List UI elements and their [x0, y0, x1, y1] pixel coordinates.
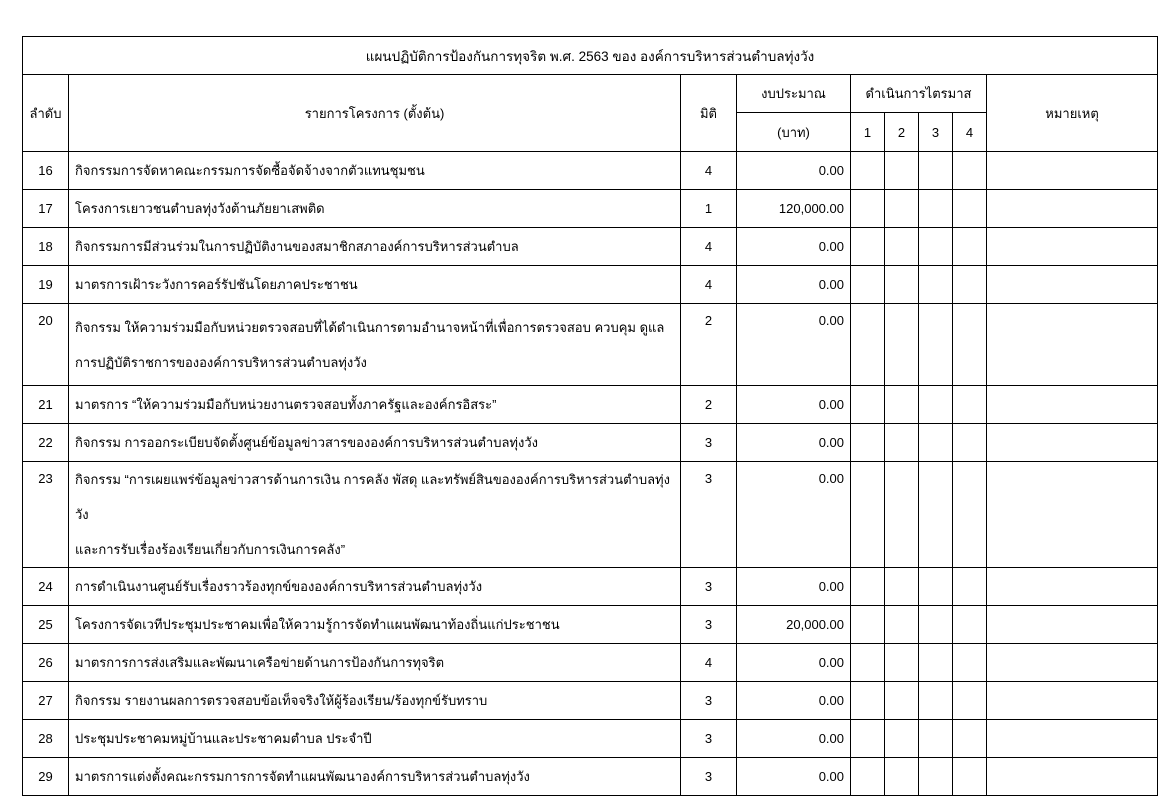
- row-quarter-3: [919, 190, 953, 228]
- table-row: [23, 228, 1158, 266]
- table-row: [23, 152, 1158, 190]
- row-quarter-4: [953, 758, 987, 796]
- row-quarter-1: [851, 190, 885, 228]
- project-name-line: กิจกรรมการจัดหาคณะกรรมการจัดซื้อจัดจ้างจากตัวแทนชุมชน: [75, 162, 425, 178]
- table-row: [23, 606, 1158, 644]
- table-row: [23, 462, 1158, 568]
- row-quarter-3: [919, 644, 953, 682]
- row-dimension: 4: [681, 644, 737, 682]
- row-quarter-4: [953, 424, 987, 462]
- row-quarter-3: [919, 606, 953, 644]
- row-project-name: [69, 568, 681, 606]
- row-quarter-4: [953, 462, 987, 568]
- row-quarter-2: [885, 190, 919, 228]
- row-project-name: [69, 462, 681, 568]
- row-project-name: [69, 266, 681, 304]
- row-remarks: [987, 424, 1158, 462]
- row-quarter-2: [885, 228, 919, 266]
- table-row: [23, 720, 1158, 758]
- row-budget: 120,000.00: [737, 190, 851, 228]
- row-quarter-4: [953, 152, 987, 190]
- row-order: 26: [23, 644, 69, 682]
- row-remarks: [987, 266, 1158, 304]
- row-quarter-2: [885, 644, 919, 682]
- row-quarter-3: [919, 720, 953, 758]
- row-dimension: 3: [681, 424, 737, 462]
- row-quarter-4: [953, 386, 987, 424]
- row-quarter-1: [851, 568, 885, 606]
- project-name-line: กิจกรรม การออกระเบียบจัดตั้งศูนย์ข้อมูลข่าวสารขององค์การบริหารส่วนตำบลทุ่งวัง: [75, 434, 538, 450]
- row-project-name: [69, 644, 681, 682]
- row-order: 25: [23, 606, 69, 644]
- row-budget: 0.00: [737, 462, 851, 568]
- row-quarter-1: [851, 644, 885, 682]
- row-quarter-3: [919, 568, 953, 606]
- row-order: 20: [23, 304, 69, 386]
- row-quarter-3: [919, 682, 953, 720]
- row-quarter-4: [953, 304, 987, 386]
- row-budget: 0.00: [737, 644, 851, 682]
- row-project-name: [69, 424, 681, 462]
- row-budget: 0.00: [737, 720, 851, 758]
- row-quarter-1: [851, 152, 885, 190]
- row-remarks: [987, 720, 1158, 758]
- row-dimension: 3: [681, 682, 737, 720]
- row-quarter-3: [919, 304, 953, 386]
- project-name-line: การดำเนินงานศูนย์รับเรื่องราวร้องทุกข์ขององค์การบริหารส่วนตำบลทุ่งวัง: [75, 578, 483, 594]
- row-order: 22: [23, 424, 69, 462]
- row-quarter-1: [851, 424, 885, 462]
- row-project-name: [69, 606, 681, 644]
- header-project: รายการโครงการ (ตั้งต้น): [69, 75, 681, 152]
- row-remarks: [987, 606, 1158, 644]
- table-row: [23, 266, 1158, 304]
- table-row: [23, 424, 1158, 462]
- row-remarks: [987, 758, 1158, 796]
- row-remarks: [987, 682, 1158, 720]
- row-dimension: 2: [681, 386, 737, 424]
- project-name-line: ประชุมประชาคมหมู่บ้านและประชาคมตำบล ประจำปี: [75, 730, 372, 746]
- row-budget: 20,000.00: [737, 606, 851, 644]
- row-quarter-4: [953, 568, 987, 606]
- row-remarks: [987, 644, 1158, 682]
- row-order: 19: [23, 266, 69, 304]
- project-name-line: โครงการจัดเวทีประชุมประชาคมเพื่อให้ความรู้การจัดทำแผนพัฒนาท้องถิ่นแก่ประชาชน: [75, 616, 560, 632]
- row-remarks: [987, 568, 1158, 606]
- row-order: 24: [23, 568, 69, 606]
- header-order: ลำดับ: [23, 75, 69, 152]
- row-project-name: [69, 758, 681, 796]
- row-quarter-3: [919, 152, 953, 190]
- header-quarter-1: 1: [851, 113, 885, 152]
- row-order: 23: [23, 462, 69, 568]
- row-remarks: [987, 152, 1158, 190]
- row-quarter-2: [885, 386, 919, 424]
- row-quarter-1: [851, 758, 885, 796]
- project-name-line: มาตรการแต่งตั้งคณะกรรมการการจัดทำแผนพัฒนาองค์การบริหารส่วนตำบลทุ่งวัง: [75, 768, 530, 784]
- row-quarter-1: [851, 386, 885, 424]
- row-budget: 0.00: [737, 304, 851, 386]
- row-project-name: [69, 386, 681, 424]
- row-quarter-3: [919, 462, 953, 568]
- row-quarter-1: [851, 462, 885, 568]
- row-quarter-2: [885, 568, 919, 606]
- row-budget: 0.00: [737, 424, 851, 462]
- row-dimension: 3: [681, 606, 737, 644]
- row-quarter-3: [919, 266, 953, 304]
- row-quarter-1: [851, 266, 885, 304]
- row-project-name: [69, 228, 681, 266]
- row-quarter-2: [885, 606, 919, 644]
- row-quarter-3: [919, 424, 953, 462]
- row-quarter-4: [953, 228, 987, 266]
- project-name-line: มาตรการเฝ้าระวังการคอร์รัปชันโดยภาคประชาชน: [75, 276, 358, 292]
- row-quarter-4: [953, 682, 987, 720]
- row-dimension: 4: [681, 152, 737, 190]
- table-body: [23, 152, 1158, 796]
- row-remarks: [987, 386, 1158, 424]
- row-quarter-1: [851, 228, 885, 266]
- row-quarter-1: [851, 606, 885, 644]
- row-budget: 0.00: [737, 386, 851, 424]
- row-project-name: [69, 682, 681, 720]
- row-order: 29: [23, 758, 69, 796]
- row-quarter-1: [851, 720, 885, 758]
- row-order: 18: [23, 228, 69, 266]
- row-quarter-2: [885, 152, 919, 190]
- project-name-line: กิจกรรมการมีส่วนร่วมในการปฏิบัติงานของสมาชิกสภาองค์การบริหารส่วนตำบล: [75, 238, 519, 254]
- row-quarter-2: [885, 424, 919, 462]
- header-quarter-4: 4: [953, 113, 987, 152]
- row-dimension: 2: [681, 304, 737, 386]
- header-quarter-3: 3: [919, 113, 953, 152]
- project-name-line: มาตรการการส่งเสริมและพัฒนาเครือข่ายด้านการป้องกันการทุจริต: [75, 654, 445, 670]
- header-dimension: มิติ: [681, 75, 737, 152]
- row-budget: 0.00: [737, 266, 851, 304]
- row-budget: 0.00: [737, 758, 851, 796]
- table-row: [23, 304, 1158, 386]
- row-project-name: [69, 720, 681, 758]
- row-quarter-3: [919, 228, 953, 266]
- row-order: 21: [23, 386, 69, 424]
- project-name-line: การปฏิบัติราชการขององค์การบริหารส่วนตำบลทุ่งวัง: [75, 354, 367, 370]
- project-name-line: โครงการเยาวชนตำบลทุ่งวังต้านภัยยาเสพติด: [75, 200, 325, 216]
- table-row: [23, 682, 1158, 720]
- row-quarter-3: [919, 386, 953, 424]
- row-order: 28: [23, 720, 69, 758]
- header-quarter-2: 2: [885, 113, 919, 152]
- table-row: [23, 386, 1158, 424]
- row-dimension: 3: [681, 568, 737, 606]
- table-row: [23, 190, 1158, 228]
- row-order: 17: [23, 190, 69, 228]
- table-row: [23, 644, 1158, 682]
- row-remarks: [987, 304, 1158, 386]
- table-row: [23, 758, 1158, 796]
- project-name-line: กิจกรรม รายงานผลการตรวจสอบข้อเท็จจริงให้ผู้ร้องเรียน/ร้องทุกข์รับทราบ: [75, 692, 488, 708]
- header-budget: งบประมาณ: [737, 75, 851, 113]
- anti-corruption-plan-table: [22, 36, 1158, 796]
- project-name-line: มาตรการ “ให้ความร่วมมือกับหน่วยงานตรวจสอบทั้งภาครัฐและองค์กรอิสระ”: [75, 396, 497, 412]
- row-dimension: 3: [681, 462, 737, 568]
- row-quarter-2: [885, 682, 919, 720]
- row-remarks: [987, 228, 1158, 266]
- row-project-name: [69, 190, 681, 228]
- row-remarks: [987, 190, 1158, 228]
- table-title: แผนปฏิบัติการป้องกันการทุจริต พ.ศ. 2563 ของ องค์การบริหารส่วนตำบลทุ่งวัง: [23, 37, 1158, 75]
- row-quarter-1: [851, 304, 885, 386]
- row-quarter-4: [953, 644, 987, 682]
- header-budget-unit: (บาท): [737, 113, 851, 152]
- project-name-line: และการรับเรื่องร้องเรียนเกี่ยวกับการเงินการคลัง”: [75, 542, 346, 557]
- row-dimension: 3: [681, 720, 737, 758]
- header-remarks: หมายเหตุ: [987, 75, 1158, 152]
- row-dimension: 3: [681, 758, 737, 796]
- project-name-line: กิจกรรม “การเผยแพร่ข้อมูลข่าวสารด้านการเงิน การคลัง พัสดุ และทรัพย์สินขององค์การบริหารส่วนตำบลทุ่งวัง: [75, 472, 670, 522]
- row-quarter-4: [953, 606, 987, 644]
- row-budget: 0.00: [737, 152, 851, 190]
- row-remarks: [987, 462, 1158, 568]
- row-quarter-2: [885, 304, 919, 386]
- row-dimension: 4: [681, 228, 737, 266]
- row-quarter-4: [953, 266, 987, 304]
- row-dimension: 1: [681, 190, 737, 228]
- table-row: [23, 568, 1158, 606]
- row-quarter-2: [885, 720, 919, 758]
- row-quarter-3: [919, 758, 953, 796]
- row-quarter-2: [885, 462, 919, 568]
- project-name-line: กิจกรรม ให้ความร่วมมือกับหน่วยตรวจสอบที่ได้ดำเนินการตามอำนาจหน้าที่เพื่อการตรวจสอบ ควบคุม ดูแล: [75, 319, 665, 335]
- row-quarter-4: [953, 190, 987, 228]
- row-dimension: 4: [681, 266, 737, 304]
- row-quarter-4: [953, 720, 987, 758]
- row-budget: 0.00: [737, 228, 851, 266]
- row-project-name: [69, 304, 681, 386]
- row-budget: 0.00: [737, 682, 851, 720]
- header-quarter: ดำเนินการไตรมาส: [851, 75, 987, 113]
- row-order: 16: [23, 152, 69, 190]
- row-order: 27: [23, 682, 69, 720]
- row-quarter-2: [885, 758, 919, 796]
- row-budget: 0.00: [737, 568, 851, 606]
- row-quarter-1: [851, 682, 885, 720]
- row-quarter-2: [885, 266, 919, 304]
- row-project-name: [69, 152, 681, 190]
